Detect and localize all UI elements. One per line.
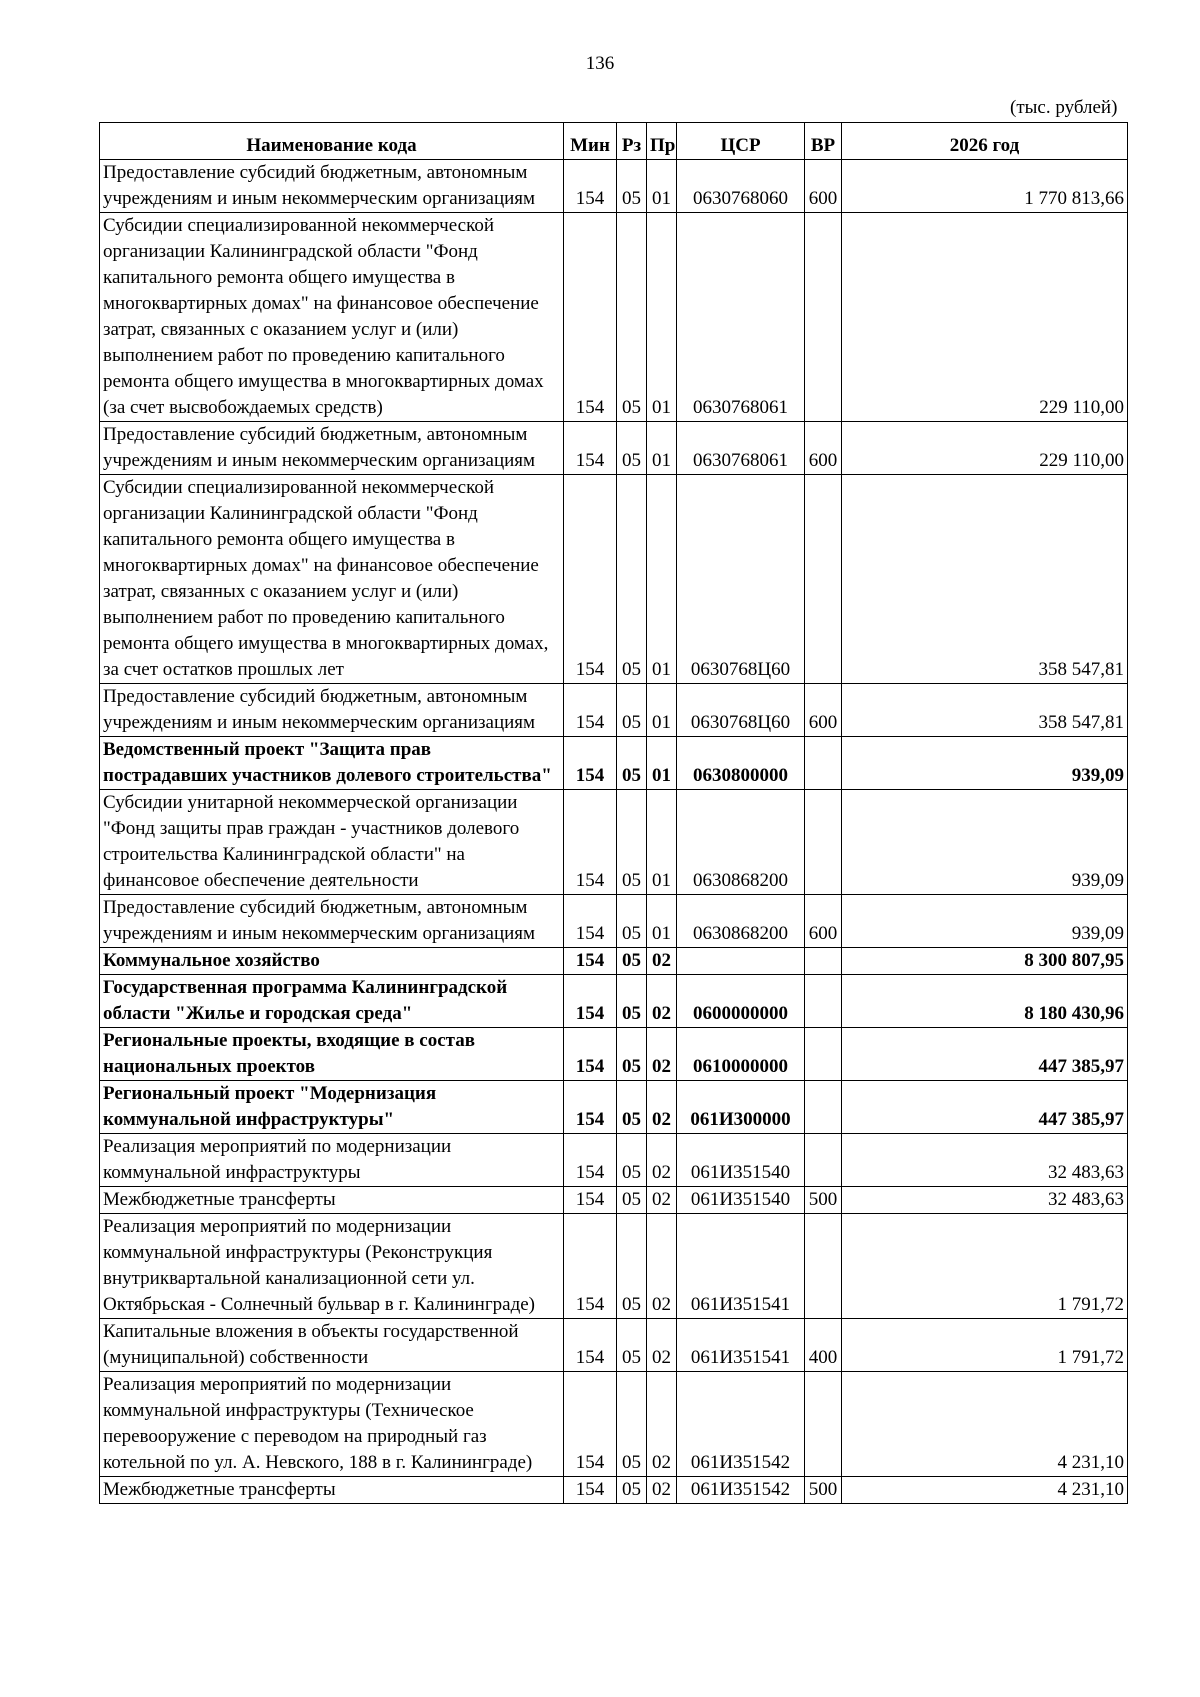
row-rz-cell: 05 — [617, 1214, 647, 1319]
row-amount-cell: 8 180 430,96 — [842, 975, 1128, 1028]
row-vr-cell: 400 — [805, 1319, 842, 1372]
row-pr-cell: 01 — [647, 422, 677, 475]
row-csr-cell — [677, 948, 805, 975]
row-rz-cell: 05 — [617, 948, 647, 975]
header-vr: ВР — [805, 123, 842, 160]
row-rz-cell: 05 — [617, 422, 647, 475]
row-name-cell: Предоставление субсидий бюджетным, автономным учреждениям и иным некоммерческим организациям — [100, 422, 564, 475]
table-row — [100, 1028, 1128, 1081]
row-name-cell: Межбюджетные трансферты — [100, 1477, 564, 1504]
units-label: (тыс. рублей) — [1010, 97, 1118, 118]
row-pr-cell: 01 — [647, 790, 677, 895]
row-name-cell: Субсидии специализированной некоммерческой организации Калининградской области "Фонд капитального ремонта общего имущества в многоквартирных домах" на финансовое обеспечение затрат, связанных с оказанием услуг и (или) выполнением работ по проведению капитального ремонта общего имущества в многоквартирных домах, за счет остатков прошлых лет — [100, 475, 564, 684]
table-header-row — [100, 123, 1128, 160]
row-pr-cell: 02 — [647, 1028, 677, 1081]
row-csr-cell: 0610000000 — [677, 1028, 805, 1081]
row-csr-cell: 061И351542 — [677, 1372, 805, 1477]
row-name-cell: Коммунальное хозяйство — [100, 948, 564, 975]
row-rz-cell: 05 — [617, 1477, 647, 1504]
row-name-cell: Предоставление субсидий бюджетным, автономным учреждениям и иным некоммерческим организациям — [100, 895, 564, 948]
row-min-cell: 154 — [564, 1372, 617, 1477]
row-csr-cell: 061И300000 — [677, 1081, 805, 1134]
row-name-cell: Реализация мероприятий по модернизации коммунальной инфраструктуры (Техническое перевооружение с переводом на природный газ котельной по ул. А. Невского, 188 в г. Калининграде) — [100, 1372, 564, 1477]
header-csr: ЦСР — [677, 123, 805, 160]
row-pr-cell: 01 — [647, 475, 677, 684]
row-pr-cell: 02 — [647, 1214, 677, 1319]
row-amount-cell: 939,09 — [842, 790, 1128, 895]
header-name: Наименование кода — [100, 123, 564, 160]
header-year: 2026 год — [842, 123, 1128, 160]
row-amount-cell: 8 300 807,95 — [842, 948, 1128, 975]
row-name-cell: Капитальные вложения в объекты государственной (муниципальной) собственности — [100, 1319, 564, 1372]
row-amount-cell: 447 385,97 — [842, 1028, 1128, 1081]
row-vr-cell: 600 — [805, 684, 842, 737]
row-pr-cell: 02 — [647, 948, 677, 975]
row-amount-cell: 4 231,10 — [842, 1477, 1128, 1504]
row-rz-cell: 05 — [617, 475, 647, 684]
row-name-cell: Государственная программа Калининградской области "Жилье и городская среда" — [100, 975, 564, 1028]
row-min-cell: 154 — [564, 1187, 617, 1214]
row-amount-cell: 447 385,97 — [842, 1081, 1128, 1134]
row-rz-cell: 05 — [617, 684, 647, 737]
row-amount-cell: 1 791,72 — [842, 1214, 1128, 1319]
row-amount-cell: 229 110,00 — [842, 422, 1128, 475]
table-row — [100, 790, 1128, 895]
row-min-cell: 154 — [564, 895, 617, 948]
row-vr-cell — [805, 1134, 842, 1187]
row-rz-cell: 05 — [617, 213, 647, 422]
row-pr-cell: 01 — [647, 895, 677, 948]
row-min-cell: 154 — [564, 790, 617, 895]
row-name-cell: Региональный проект "Модернизация коммунальной инфраструктуры" — [100, 1081, 564, 1134]
row-csr-cell: 0600000000 — [677, 975, 805, 1028]
row-pr-cell: 02 — [647, 1477, 677, 1504]
row-min-cell: 154 — [564, 948, 617, 975]
table-row — [100, 475, 1128, 684]
row-vr-cell: 500 — [805, 1477, 842, 1504]
row-pr-cell: 01 — [647, 737, 677, 790]
row-min-cell: 154 — [564, 1477, 617, 1504]
row-amount-cell: 939,09 — [842, 895, 1128, 948]
row-min-cell: 154 — [564, 1214, 617, 1319]
row-vr-cell: 600 — [805, 895, 842, 948]
row-vr-cell: 600 — [805, 422, 842, 475]
row-min-cell: 154 — [564, 213, 617, 422]
row-amount-cell: 1 791,72 — [842, 1319, 1128, 1372]
row-pr-cell: 01 — [647, 213, 677, 422]
row-min-cell: 154 — [564, 737, 617, 790]
row-csr-cell: 0630868200 — [677, 790, 805, 895]
row-min-cell: 154 — [564, 1081, 617, 1134]
row-rz-cell: 05 — [617, 1372, 647, 1477]
table-row — [100, 737, 1128, 790]
row-rz-cell: 05 — [617, 1081, 647, 1134]
row-csr-cell: 0630768060 — [677, 160, 805, 213]
table-row — [100, 1372, 1128, 1477]
table-row — [100, 948, 1128, 975]
row-name-cell: Реализация мероприятий по модернизации коммунальной инфраструктуры (Реконструкция внутриквартальной канализационной сети ул. Октябрьская - Солнечный бульвар в г. Калининграде) — [100, 1214, 564, 1319]
row-vr-cell — [805, 1214, 842, 1319]
page-number: 136 — [585, 53, 615, 74]
table-row — [100, 160, 1128, 213]
table-row — [100, 975, 1128, 1028]
row-min-cell: 154 — [564, 975, 617, 1028]
row-min-cell: 154 — [564, 160, 617, 213]
row-min-cell: 154 — [564, 475, 617, 684]
header-pr: Пр — [647, 123, 677, 160]
row-csr-cell: 061И351540 — [677, 1187, 805, 1214]
row-pr-cell: 02 — [647, 1319, 677, 1372]
row-vr-cell — [805, 790, 842, 895]
row-vr-cell — [805, 475, 842, 684]
row-csr-cell: 0630868200 — [677, 895, 805, 948]
row-name-cell: Субсидии специализированной некоммерческой организации Калининградской области "Фонд капитального ремонта общего имущества в многоквартирных домах" на финансовое обеспечение затрат, связанных с оказанием услуг и (или) выполнением работ по проведению капитального ремонта общего имущества в многоквартирных домах (за счет высвобождаемых средств) — [100, 213, 564, 422]
row-vr-cell — [805, 948, 842, 975]
row-pr-cell: 02 — [647, 975, 677, 1028]
row-min-cell: 154 — [564, 684, 617, 737]
row-rz-cell: 05 — [617, 160, 647, 213]
row-rz-cell: 05 — [617, 975, 647, 1028]
row-vr-cell — [805, 737, 842, 790]
table-row — [100, 1319, 1128, 1372]
row-name-cell: Субсидии унитарной некоммерческой организации "Фонд защиты прав граждан - участников долевого строительства Калининградской области" на финансовое обеспечение деятельности — [100, 790, 564, 895]
table-row — [100, 1214, 1128, 1319]
row-rz-cell: 05 — [617, 1028, 647, 1081]
table-row — [100, 1134, 1128, 1187]
table-row — [100, 422, 1128, 475]
row-vr-cell — [805, 1028, 842, 1081]
row-amount-cell: 32 483,63 — [842, 1187, 1128, 1214]
row-csr-cell: 0630768061 — [677, 213, 805, 422]
row-pr-cell: 02 — [647, 1134, 677, 1187]
row-csr-cell: 0630768061 — [677, 422, 805, 475]
row-amount-cell: 358 547,81 — [842, 684, 1128, 737]
row-vr-cell: 600 — [805, 160, 842, 213]
row-name-cell: Региональные проекты, входящие в состав национальных проектов — [100, 1028, 564, 1081]
row-vr-cell — [805, 975, 842, 1028]
row-csr-cell: 061И351541 — [677, 1319, 805, 1372]
row-pr-cell: 02 — [647, 1081, 677, 1134]
budget-table — [99, 122, 1128, 1504]
row-min-cell: 154 — [564, 1028, 617, 1081]
row-amount-cell: 4 231,10 — [842, 1372, 1128, 1477]
table-row — [100, 684, 1128, 737]
row-csr-cell: 0630768Ц60 — [677, 475, 805, 684]
row-name-cell: Предоставление субсидий бюджетным, автономным учреждениям и иным некоммерческим организациям — [100, 684, 564, 737]
row-vr-cell — [805, 213, 842, 422]
row-rz-cell: 05 — [617, 895, 647, 948]
row-vr-cell — [805, 1081, 842, 1134]
row-rz-cell: 05 — [617, 790, 647, 895]
row-csr-cell: 061И351541 — [677, 1214, 805, 1319]
header-rz: Рз — [617, 123, 647, 160]
row-amount-cell: 229 110,00 — [842, 213, 1128, 422]
table-row — [100, 895, 1128, 948]
table-row — [100, 1081, 1128, 1134]
row-csr-cell: 0630800000 — [677, 737, 805, 790]
header-min: Мин — [564, 123, 617, 160]
row-name-cell: Реализация мероприятий по модернизации коммунальной инфраструктуры — [100, 1134, 564, 1187]
row-pr-cell: 02 — [647, 1372, 677, 1477]
row-rz-cell: 05 — [617, 1187, 647, 1214]
row-rz-cell: 05 — [617, 737, 647, 790]
row-csr-cell: 0630768Ц60 — [677, 684, 805, 737]
row-min-cell: 154 — [564, 1134, 617, 1187]
row-name-cell: Ведомственный проект "Защита прав пострадавших участников долевого строительства" — [100, 737, 564, 790]
row-amount-cell: 358 547,81 — [842, 475, 1128, 684]
row-csr-cell: 061И351542 — [677, 1477, 805, 1504]
row-vr-cell — [805, 1372, 842, 1477]
row-min-cell: 154 — [564, 1319, 617, 1372]
row-min-cell: 154 — [564, 422, 617, 475]
row-pr-cell: 01 — [647, 160, 677, 213]
table-row — [100, 213, 1128, 422]
row-rz-cell: 05 — [617, 1319, 647, 1372]
row-pr-cell: 02 — [647, 1187, 677, 1214]
row-name-cell: Предоставление субсидий бюджетным, автономным учреждениям и иным некоммерческим организациям — [100, 160, 564, 213]
row-csr-cell: 061И351540 — [677, 1134, 805, 1187]
row-vr-cell: 500 — [805, 1187, 842, 1214]
row-amount-cell: 939,09 — [842, 737, 1128, 790]
table-row — [100, 1187, 1128, 1214]
row-amount-cell: 32 483,63 — [842, 1134, 1128, 1187]
row-rz-cell: 05 — [617, 1134, 647, 1187]
row-pr-cell: 01 — [647, 684, 677, 737]
row-name-cell: Межбюджетные трансферты — [100, 1187, 564, 1214]
table-row — [100, 1477, 1128, 1504]
row-amount-cell: 1 770 813,66 — [842, 160, 1128, 213]
